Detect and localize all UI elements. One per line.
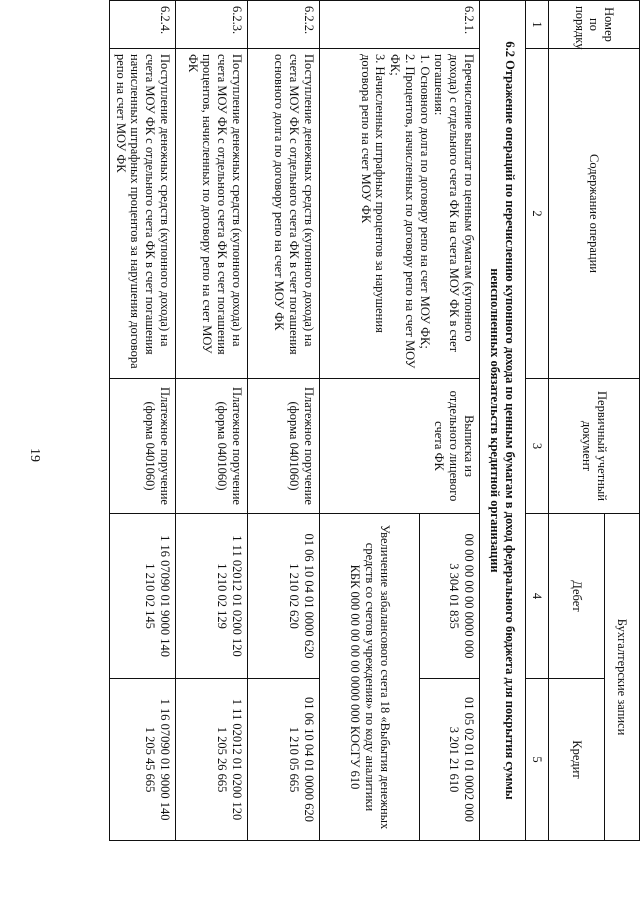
header-credit: Кредит xyxy=(549,679,605,841)
debit-code: 1 16 07090 01 9000 140 xyxy=(158,535,172,657)
header-records: Бухгалтерские записи xyxy=(605,514,640,841)
debit-account: 3 304 01 835 xyxy=(447,563,462,629)
column-number-5: 5 xyxy=(526,679,549,841)
debit-account: 1 210 02 620 xyxy=(287,563,302,629)
debit-account: 1 210 02 145 xyxy=(143,563,158,629)
table-row xyxy=(248,1,320,841)
credit-entry xyxy=(176,679,248,841)
credit-code: 01 06 10 04 01 0000 620 xyxy=(302,697,316,822)
credit-code: 01 05 02 01 01 0002 000 xyxy=(462,697,476,822)
row-number: 6.2.2. xyxy=(248,1,320,49)
credit-account: 3 201 21 610 xyxy=(447,726,462,793)
credit-account: 1 210 05 665 xyxy=(287,726,302,793)
debit-code: 00 00 00 00 00 0000 000 xyxy=(462,533,476,659)
primary-document: Платежное поручение (форма 0401060) xyxy=(248,379,320,514)
credit-account: 1 205 26 665 xyxy=(215,726,230,793)
header-content: Содержание операции xyxy=(549,49,640,379)
header-document: Первичный учетный документ xyxy=(549,379,640,514)
debit-code: 01 06 10 04 01 0000 620 xyxy=(302,533,316,659)
debit-entry xyxy=(176,514,248,679)
credit-entry xyxy=(248,679,320,841)
column-number-3: 3 xyxy=(526,379,549,514)
operation-content: Поступление денежных средств (купонного дохода) на счета МОУ ФК с отдельного счета ФК в счет погашения основного долга по договору репо на счет МОУ ФК xyxy=(248,49,320,379)
operation-content: Поступление денежных средств (купонного дохода) на счета МОУ ФК с отдельного счета ФК в счет погашения начисленных штрафных процентов за нарушения договора репо на счет МОУ ФК xyxy=(110,49,176,379)
credit-entry xyxy=(110,679,176,841)
operation-content: Поступление денежных средств (купонного дохода) на счета МОУ ФК с отдельного счета ФК в счет погашения процентов, начисленных по договору репо на счет МОУ ФК xyxy=(176,49,248,379)
memo-kbk: КБК 000 00 00 00 00 0000 000 КОСГУ 610 xyxy=(348,564,363,790)
header-number: Номер по порядку xyxy=(549,1,640,49)
primary-document: Платежное поручение (форма 0401060) xyxy=(176,379,248,514)
page-number: 19 xyxy=(27,448,42,462)
row-number: 6.2.1. xyxy=(320,1,480,49)
credit-entry xyxy=(420,679,480,841)
debit-entry xyxy=(420,514,480,679)
operation-content xyxy=(320,49,480,379)
debit-code: 1 11 02012 01 0200 120 xyxy=(230,535,244,657)
debit-account: 1 210 02 129 xyxy=(215,563,230,629)
table-row xyxy=(110,1,176,841)
table-row xyxy=(176,1,248,841)
table-row xyxy=(420,1,480,841)
primary-document: Выписка из отдельного лицевого счета ФК xyxy=(320,379,480,514)
content-line: 2. Процентов, начисленных по договору репо на счет МОУ ФК; xyxy=(388,54,417,369)
credit-account: 1 205 45 665 xyxy=(143,726,158,793)
column-number-2: 2 xyxy=(526,49,549,379)
debit-entry xyxy=(248,514,320,679)
credit-code: 1 11 02012 01 0200 120 xyxy=(230,698,244,821)
column-number-4: 4 xyxy=(526,514,549,679)
section-title: 6.2 Отражение операций по перечислению купонного дохода по ценным бумагам в доход федерального бюджета для покрытия суммы неисполненных обязательств кредитной организации xyxy=(480,1,526,841)
header-debit: Дебет xyxy=(549,514,605,679)
content-line: Перечисление выплат по ценным бумагам (купонного дохода) с отдельного счета ФК на счета МОУ ФК в счет погашения: xyxy=(432,54,476,353)
rotated-content xyxy=(113,0,640,840)
content-line: 3. Начисленных штрафных процентов за нарушения договора репо на счет МОУ ФК xyxy=(358,54,388,333)
credit-code: 1 16 07090 01 9000 140 xyxy=(158,698,172,821)
column-number-1: 1 xyxy=(526,1,549,49)
debit-entry xyxy=(110,514,176,679)
row-number: 6.2.3. xyxy=(176,1,248,49)
primary-document: Платежное поручение (форма 0401060) xyxy=(110,379,176,514)
content-line: 1. Основного долга по договору репо на счет МОУ ФК; xyxy=(417,54,432,349)
memo-text: Увеличение забалансового счета 18 «Выбытия денежных средств со счетов учреждения» по коду аналитики xyxy=(362,524,392,830)
accounting-table xyxy=(109,0,640,841)
row-number: 6.2.4. xyxy=(110,1,176,49)
off-balance-memo xyxy=(320,514,420,841)
